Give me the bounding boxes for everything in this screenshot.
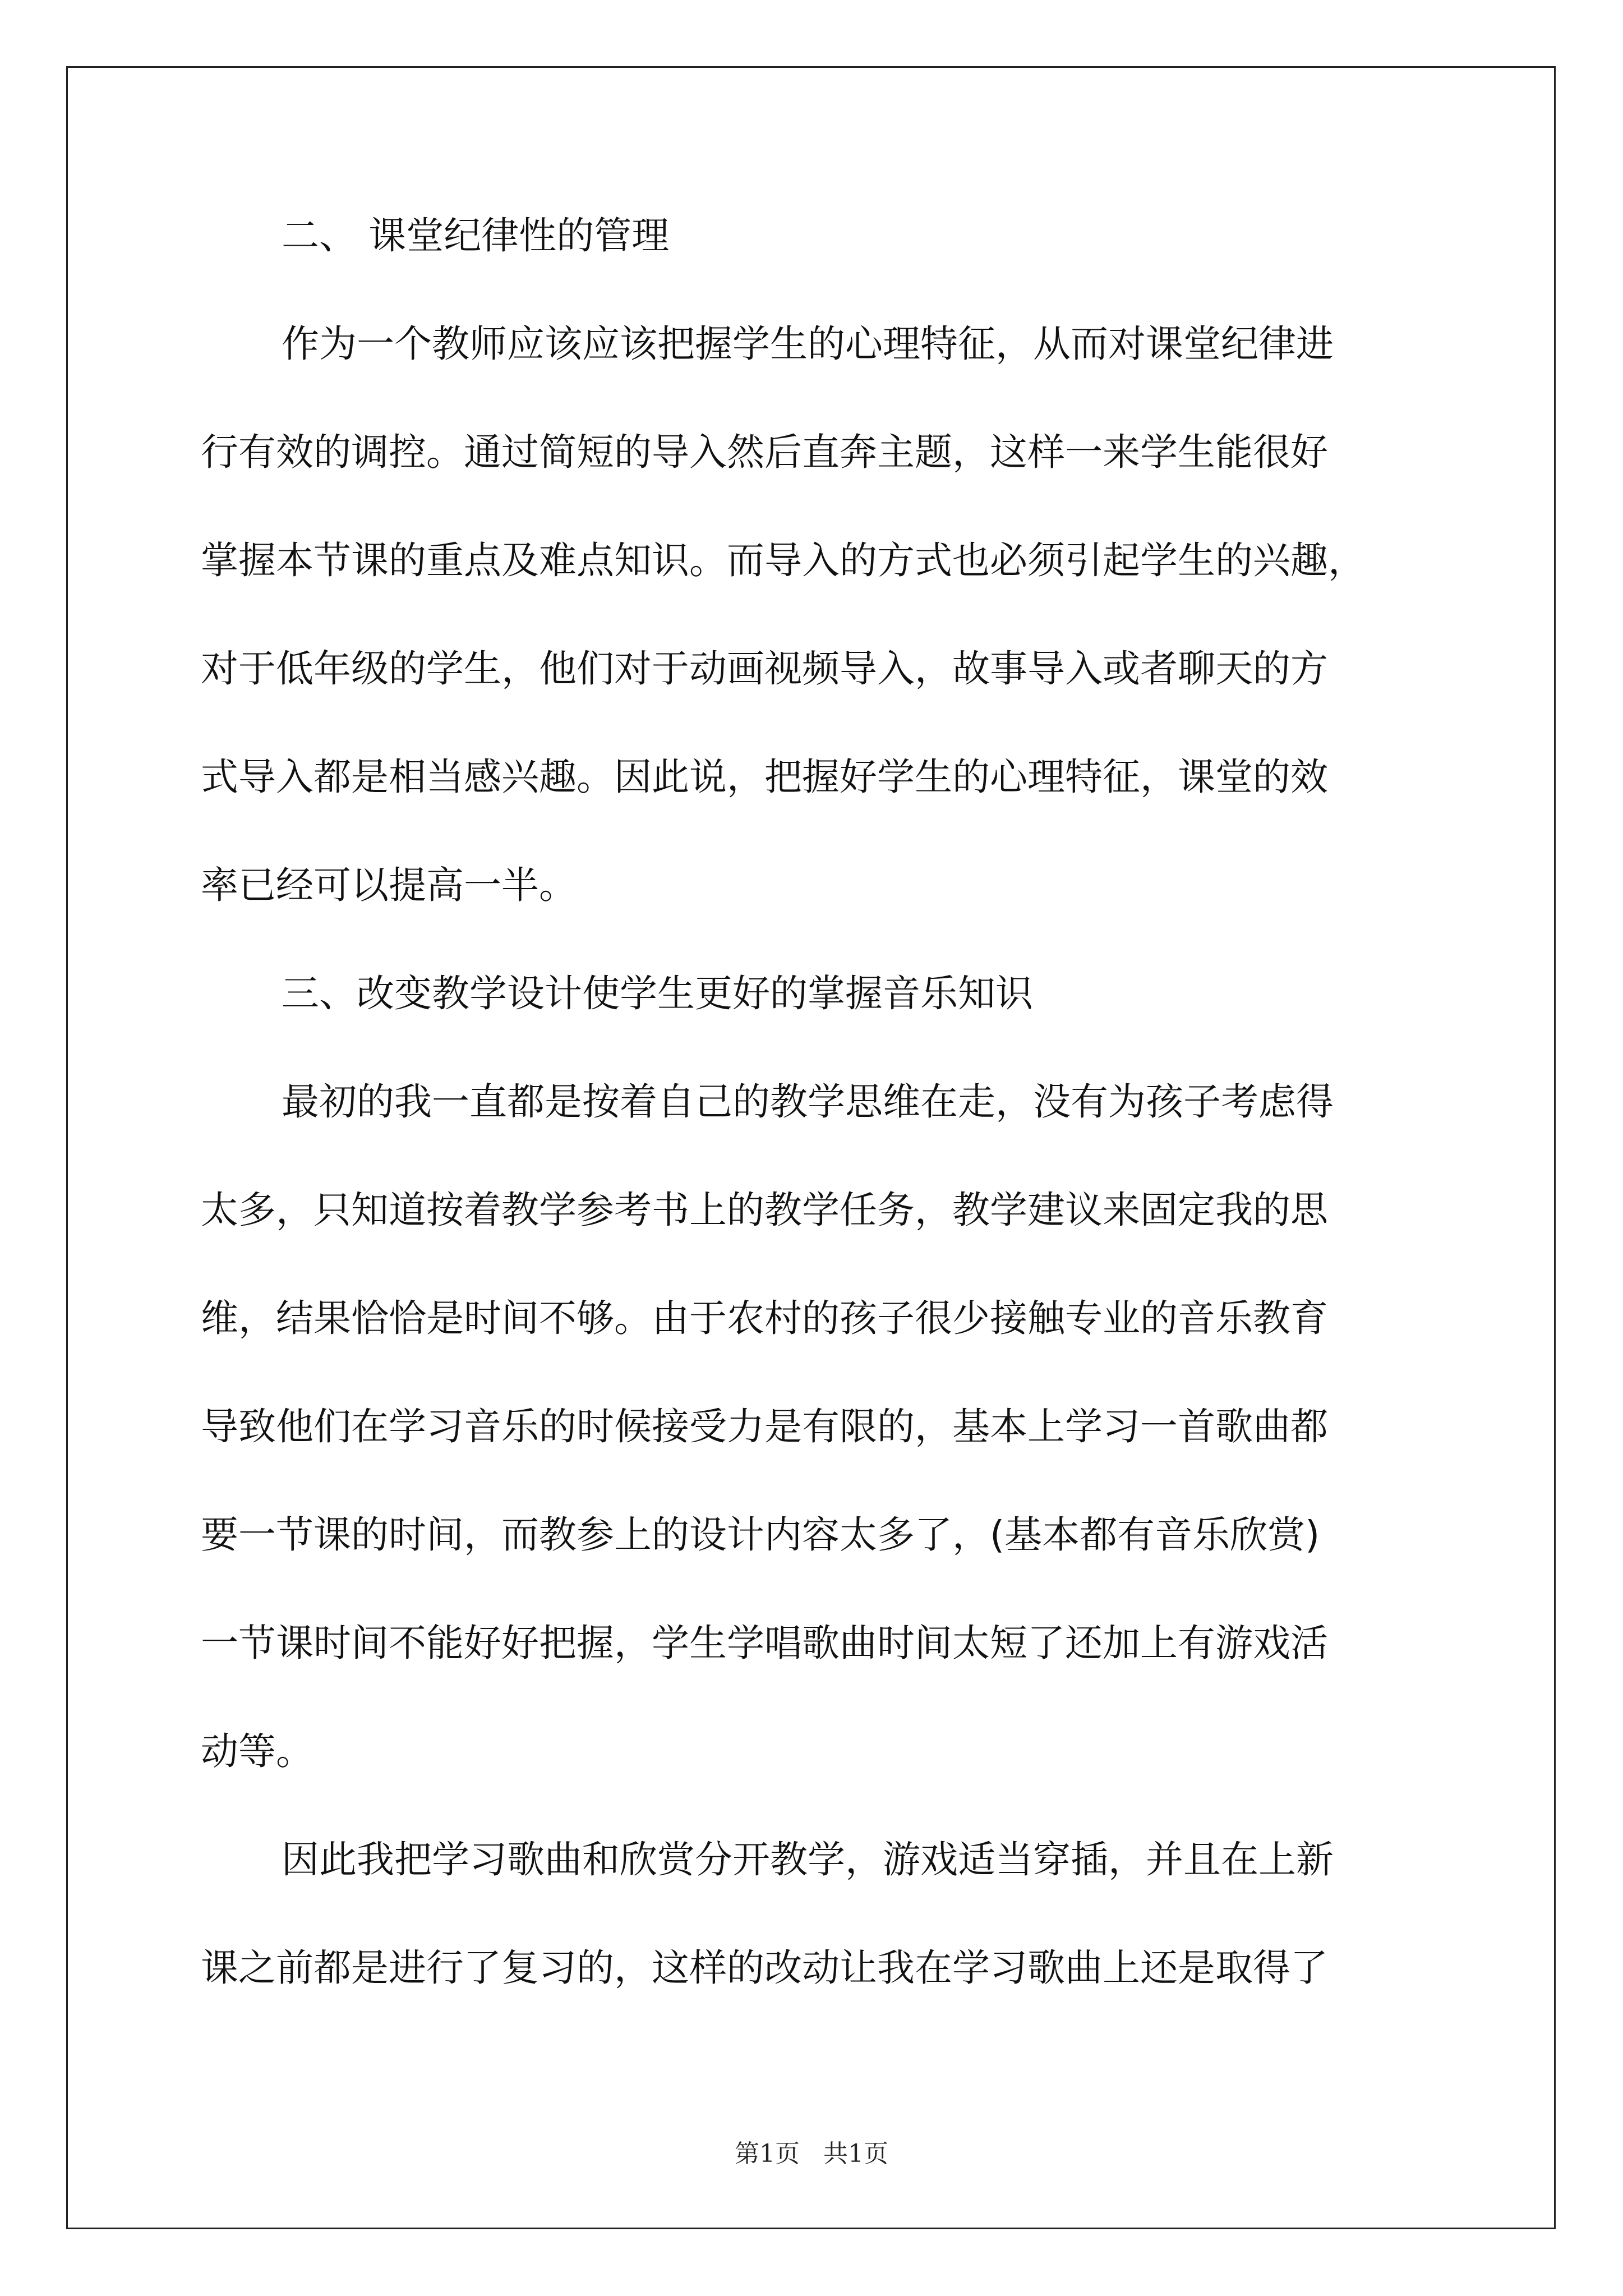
paragraph-line: 式导入都是相当感兴趣。因此说，把握好学生的心理特征，课堂的效 xyxy=(201,755,1328,799)
page-border xyxy=(66,66,1556,2229)
paragraph-line: 课之前都是进行了复习的，这样的改动让我在学习歌曲上还是取得了 xyxy=(201,1946,1328,1990)
paragraph-line: 掌握本节课的重点及难点知识。而导入的方式也必须引起学生的兴趣， xyxy=(201,539,1366,582)
paragraph-line: 动等。 xyxy=(201,1729,313,1773)
paragraph-line: 太多，只知道按着教学参考书上的教学任务，教学建议来固定我的思 xyxy=(201,1188,1328,1232)
paragraph-line: 率已经可以提高一半。 xyxy=(201,863,577,907)
page-number-footer: 第1页 共1页 xyxy=(735,2139,888,2168)
paragraph-line: 要一节课的时间，而教参上的设计内容太多了，(基本都有音乐欣赏) xyxy=(201,1513,1320,1557)
paragraph-line: 因此我把学习歌曲和欣赏分开教学，游戏适当穿插，并且在上新 xyxy=(282,1838,1334,1881)
paragraph-line: 作为一个教师应该应该把握学生的心理特征，从而对课堂纪律进 xyxy=(282,322,1334,366)
section-heading-discipline: 二、 课堂纪律性的管理 xyxy=(282,214,670,257)
paragraph-line: 一节课时间不能好好把握，学生学唱歌曲时间太短了还加上有游戏活 xyxy=(201,1621,1328,1665)
paragraph-line: 最初的我一直都是按着自己的教学思维在走，没有为孩子考虑得 xyxy=(282,1080,1334,1124)
section-heading-teaching-design: 三、改变教学设计使学生更好的掌握音乐知识 xyxy=(282,972,1033,1015)
paragraph-line: 对于低年级的学生，他们对于动画视频导入，故事导入或者聊天的方 xyxy=(201,647,1328,691)
paragraph-line: 维，结果恰恰是时间不够。由于农村的孩子很少接触专业的音乐教育 xyxy=(201,1296,1328,1340)
paragraph-line: 行有效的调控。通过简短的导入然后直奔主题，这样一来学生能很好 xyxy=(201,430,1328,474)
paragraph-line: 导致他们在学习音乐的时候接受力是有限的，基本上学习一首歌曲都 xyxy=(201,1405,1328,1448)
